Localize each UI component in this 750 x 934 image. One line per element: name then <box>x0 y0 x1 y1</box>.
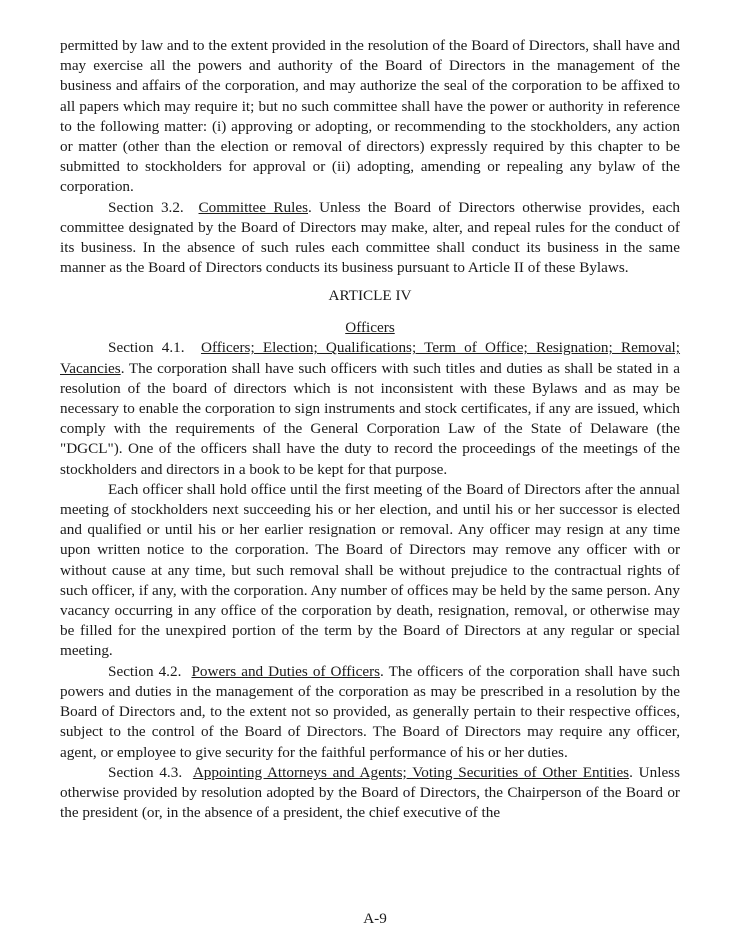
section-4-1-paragraph-2: Each officer shall hold office until the first meeting of the Board of Directors after the annual meeting of stockholders next succeeding his or her election, and until his or her successor is elected and qualified or until his or her earlier resignation or removal. Any officer may resign at any time upon written notice to the corporation. The Board of Directors may remove any officer with or without cause at any time, but such removal shall be without prejudice to the contractual rights of such officer, if any, with the corporation. Any number of offices may be held by the same person. Any vacancy occurring in any office of the corporation by death, resignation, removal, or otherwise may be filled for the unexpired portion of the term by the Board of Directors at any regular or special meeting. <box>60 480 680 660</box>
officers-heading-text: Officers <box>345 319 395 337</box>
section-4-3 <box>60 763 680 824</box>
section-4-2 <box>60 662 680 763</box>
section-3-2-body: . Unless the Board of Directors otherwise provides, each committee designated by the Board of Directors may make, alter, and repeal rules for the conduct of its business. In the absence of such rules each committee shall conduct its business in the same manner as the Board of Directors conducts its business pursuant to Article II of these Bylaws. <box>60 198 681 277</box>
section-4-2-title: Powers and Duties of Officers <box>191 662 381 680</box>
section-4-3-number: Section 4.3. <box>108 763 183 781</box>
section-4-3-title: Appointing Attorneys and Agents; Voting Securities of Other Entities <box>192 763 630 781</box>
section-4-1 <box>60 338 680 479</box>
paragraph-committee-powers: permitted by law and to the extent provided in the resolution of the Board of Directors, shall have and may exercise all the powers and authority of the Board of Directors in the management of the business and affairs of the corporation, and may authorize the seal of the corporation to be affixed to all papers which may require it; but no such committee shall have the power or authority in reference to the following matter: (i) approving or adopting, or recommending to the stockholders, any action or matter (other than the election or removal of directors) expressly required by this chapter to be submitted to stockholders for approval or (ii) adopting, amending or repealing any bylaw of the corporation. <box>60 37 680 196</box>
section-4-1-title: Officers; Election; Qualifications; Term of Office; Resignation; Removal; Vacancies <box>60 339 681 377</box>
article-heading: ARTICLE IV <box>328 287 412 305</box>
officers-heading <box>60 318 680 338</box>
section-3-2 <box>60 198 680 279</box>
section-4-1-number: Section 4.1. <box>108 339 185 357</box>
page-number: A-9 <box>363 910 387 927</box>
section-4-2-number: Section 4.2. <box>108 662 182 680</box>
section-3-2-title: Committee Rules <box>198 198 308 216</box>
section-4-1-body: . The corporation shall have such officers with such titles and duties as shall be stated in a resolution of the board of directors which is not inconsistent with these Bylaws and as may be necessary to enable the corporation to sign instruments and stock certificates, if any are issued, which comply with the requirements of the General Corporation Law of the State of Delaware (the "DGCL"). One of the officers shall have the duty to record the proceedings of the meetings of the stockholders and directors in a book to be kept for that purpose. <box>60 359 680 478</box>
section-3-2-number: Section 3.2. <box>108 198 184 216</box>
section-4-2-body: . The officers of the corporation shall have such powers and duties in the management of the corporation as may be prescribed in a resolution by the Board of Directors and, to the extent not so provided, as generally pertain to their respective offices, subject to the control of the Board of Directors. The Board of Directors may require any officer, agent, or employee to give security for the faithful performance of his or her duties. <box>60 662 680 761</box>
section-4-3-body: . Unless otherwise provided by resolution adopted by the Board of Directors, the Chairperson of the Board or the president (or, in the absence of a president, the chief executive of the <box>60 763 681 822</box>
